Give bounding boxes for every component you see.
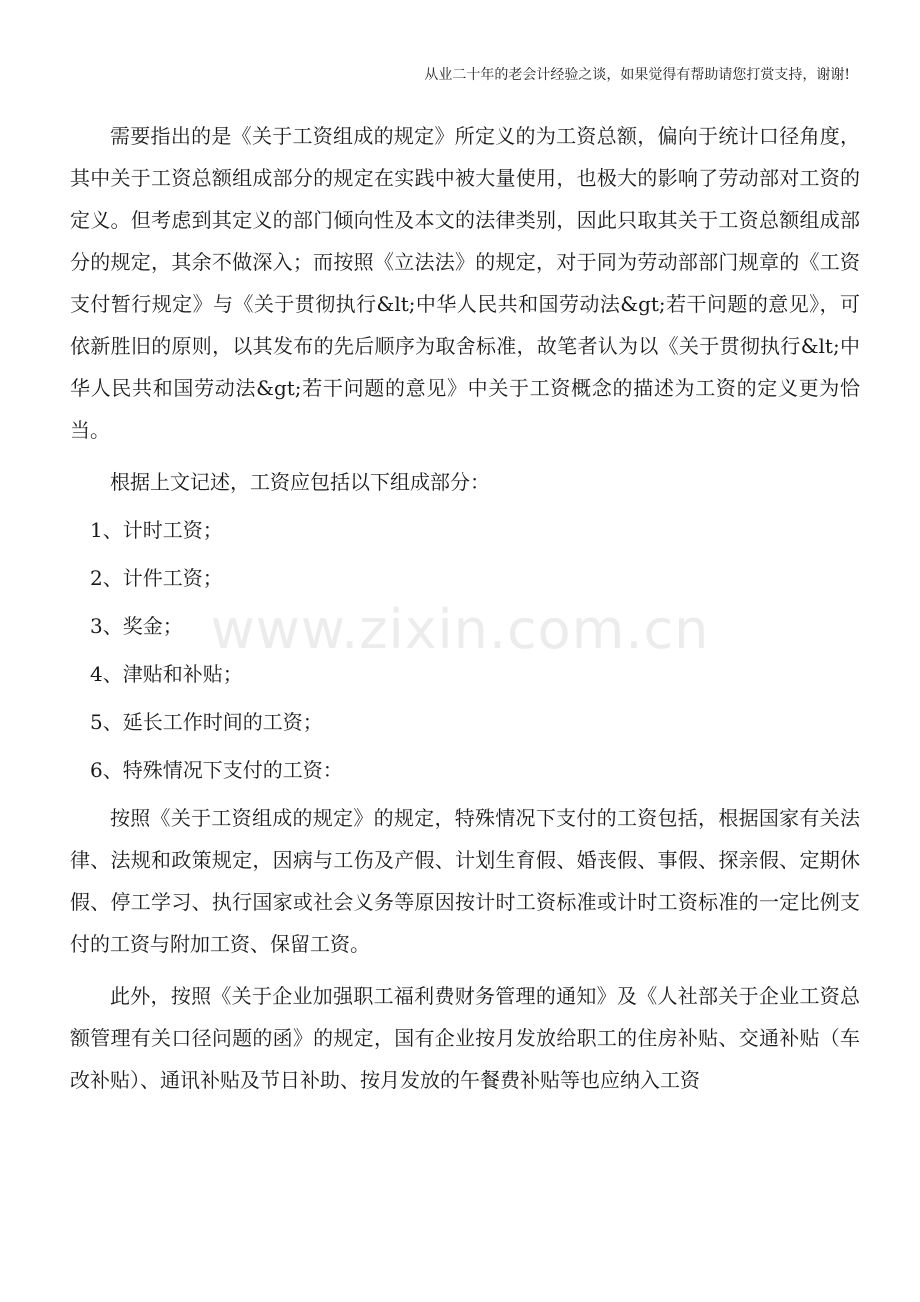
- document-body: [70, 115, 860, 1101]
- list-item-special-circumstance-wage: 6、特殊情况下支付的工资：: [90, 758, 343, 782]
- header-note: 从业二十年的老会计经验之谈，如果觉得有帮助请您打赏支持，谢谢!: [424, 67, 850, 83]
- list-item-allowance-subsidy: 4、津贴和补贴；: [90, 662, 243, 686]
- paragraph-special-wage: 按照《关于工资组成的规定》的规定，特殊情况下支付的工资包括，根据国家有关法律、法规和政策规定，因病与工伤及产假、计划生育假、婚丧假、事假、探亲假、定期休假、停工学习、执行国家或社会义务等原因按计时工资标准或计时工资标准的一定比例支付的工资与附加工资、保留工资。: [70, 806, 860, 956]
- paragraph-wage-definition: 需要指出的是《关于工资组成的规定》所定义的为工资总额，偏向于统计口径角度，其中关于工资总额组成部分的规定在实践中被大量使用，也极大的影响了劳动部对工资的定义。但考虑到其定义的部门倾向性及本文的法律类别，因此只取其关于工资总额组成部分的规定，其余不做深入；而按照《立法法》的规定，对于同为劳动部部门规章的《工资支付暂行规定》与《关于贯彻执行&lt;中华人民共和国劳动法&gt;若干问题的意见》，可依新胜旧的原则，以其发布的先后顺序为取舍标准，故笔者认为以《关于贯彻执行&lt;中华人民共和国劳动法&gt;若干问题的意见》中关于工资概念的描述为工资的定义更为恰当。: [70, 124, 860, 442]
- paragraph-additional-items: 此外，按照《关于企业加强职工福利费财务管理的通知》及《人社部关于企业工资总额管理有关口径问题的函》的规定，国有企业按月发放给职工的住房补贴、交通补贴（车改补贴）、通讯补贴及节日补助、按月发放的午餐费补贴等也应纳入工资: [70, 984, 860, 1092]
- list-item-piece-wage: 2、计件工资；: [90, 566, 223, 590]
- list-item-time-wage: 1、计时工资；: [90, 518, 223, 542]
- list-item-overtime-wage: 5、延长工作时间的工资；: [90, 710, 323, 734]
- watermark: www.zixin.com.cn: [210, 598, 710, 661]
- paragraph-wage-components-intro: 根据上文记述，工资应包括以下组成部分：: [110, 470, 490, 494]
- list-item-bonus: 3、奖金；: [90, 614, 183, 638]
